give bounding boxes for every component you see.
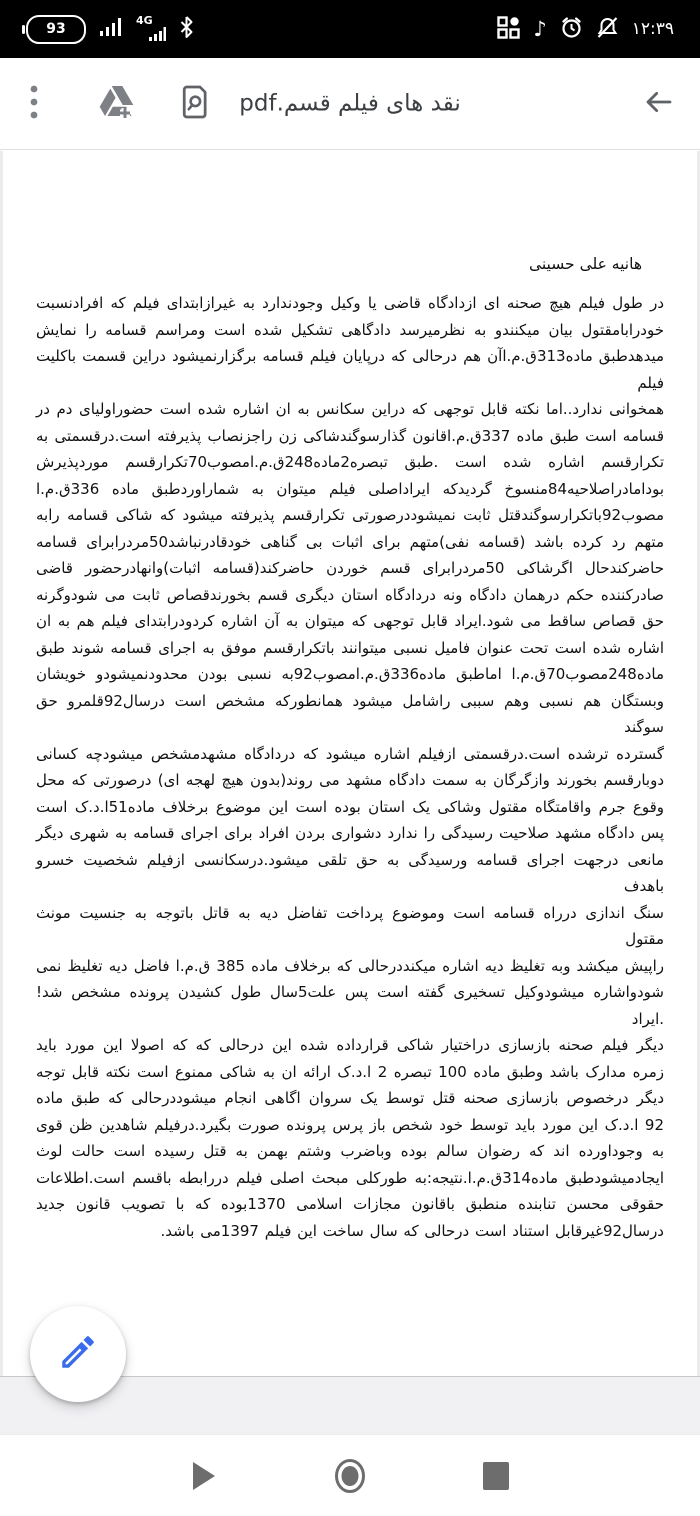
battery-percent: 93 xyxy=(46,21,66,37)
document-text-line: حقوقی محسن تنابنده منطبق باقانون مجازات اسلامی 1370بوده که با تصویب قانون جدید xyxy=(36,1195,664,1213)
document-text-line: دیگر فیلم صحنه بازسازی دراختیار شاکی قرارداده شده این درحالی که که اصولا این مورد باید xyxy=(36,1036,664,1054)
document-text-line: پس دادگاه مشهد صلاحیت رسیدگی را ندارد دشواری بردن افراد برای اجرای قسامه به شهری دیگر xyxy=(36,824,664,842)
document-text-line: راپیش میکشد وبه تغلیظ دیه اشاره میکنددرحالی که برخلاف ماده 385 ق.م.ا فاضل دیه تغلیظ نمی xyxy=(36,956,664,975)
document-text-line: درسال92غیرقابل استناد است درحالی که سال ساخت این فیلم 1397می باشد. xyxy=(160,1221,664,1240)
signal-4g-icon xyxy=(136,15,166,43)
document-text-line: ایجادمیشودطبق ماده314ق.م.ا.نتیجه:به طورکلی مبحث اصلی فیلم دررابطه باقسم است.اطلاعات xyxy=(36,1168,664,1187)
document-text-line: خودرابامقتول بیان میکنندو به نظرمیرسد دادگاهی تشکیل شده است ومراسم قسامه را نمایش xyxy=(36,320,664,339)
status-bar xyxy=(0,0,700,58)
search-in-document-icon[interactable] xyxy=(180,85,212,123)
document-text-line: حق قصاص ساقط می شود.ایراد قابل توجهی که میتوان به آن اشاره کردودرابتدای فیلم هم به ان xyxy=(36,612,664,630)
mute-bell-icon xyxy=(596,16,619,43)
document-text-line: سنگ اندازی درراه قسامه است وموضوع پرداخت تفاضل دیه به قاتل باتوجه به جنسیت مونث مقتول xyxy=(36,903,664,948)
back-arrow-icon[interactable] xyxy=(642,86,674,122)
status-right-group xyxy=(497,16,674,43)
document-title: نقد های فیلم قسم.pdf xyxy=(239,89,461,116)
document-text-line: زمره مدارک باشد وطبق ماده 100 تبصره 2 ا.د.ک ارائه ان به شاکی ممنوع است نکته قابل توجه xyxy=(36,1062,664,1081)
document-text-line: وبستگان هم نسبی وهم سببی راشامل میشود همانطورکه مشخص است درسال92قلمرو حق سوگند xyxy=(36,691,664,736)
alarm-clock-icon xyxy=(560,16,583,43)
floating-window-icon xyxy=(497,16,520,43)
document-text-line: وقوع جرم واقامتگاه مقتول وشاکی یک استان بوده است این موضوع برخلاف ماده51ا.د.ک است xyxy=(36,797,664,816)
signal-bars-icon xyxy=(99,17,123,41)
document-text-line: به وجوداورده اند که رضوان سالم بوده وباضرب وشتم بهمن به قتل رسیده است حالت لوث xyxy=(36,1142,664,1160)
document-text-line: شودواشاره میشودوکیل تسخیری گفته است پس علت5سال طول کشیدن پرونده مشخص شد! .ایراد xyxy=(36,983,665,1028)
document-text-line: 92 ا.د.ک این مورد باید توسط خود شخص باز پرس پرونده صورت بگیرد.درفیلم شاهدین ظن قوی xyxy=(36,1115,664,1134)
document-text-line: بودامادراصلاحیه84منسوخ گردیدکه ایراداصلی فیلم میتوان به شماراوردطبق ماده 336ق.م.ا xyxy=(36,479,664,498)
nav-home-button[interactable] xyxy=(333,1459,367,1493)
document-text-line: قسامه است طبق ماده 337ق.م.اقانون گذارسوگندشاکی زن راجزنصاب پذیرفته است.درقسمتی به xyxy=(36,426,664,445)
document-text-line: گسترده ترشده است.درقسمتی ازفیلم اشاره میشود که دردادگاه مشهدمشخص میشودچه کسانی xyxy=(36,744,664,763)
android-navigation-bar xyxy=(0,1434,700,1516)
document-text-line: مصوب92باتکرارسوگندقتل ثابت نمیشوددرصورتی تکرارقسم پذیرفته میشود که شاکی قسامه رابه xyxy=(36,506,664,524)
pdf-page-content xyxy=(3,151,697,1244)
document-text-line: میدهدطبق ماده313ق.م.اآن هم درحالی که درپایان فیلم قسامه برگزارنمیشود دراین قسمت باکلیت فیلم xyxy=(36,347,665,392)
document-text-line: مانعی درجهت اجرای قسامه ورسیدگی به حق تلقی میشود.درسکانسی ازفیلم شخصیت خسرو باهدف xyxy=(36,850,664,895)
status-time: ۱۲:۳۹ xyxy=(631,19,674,39)
more-options-icon[interactable] xyxy=(30,85,38,123)
document-text-line: دیگر درخصوص بازسازی صحنه قتل توسط یک سروان اگاهی انجام میشوددرحالی که طبق ماده xyxy=(36,1089,664,1107)
battery-icon xyxy=(26,15,86,44)
bluetooth-icon xyxy=(179,16,194,42)
document-text-line: اشاره شده است تحت عنوان فامیل نسبی میتوانند باتکرارقسم موفق به اجرای قسامه شوند طبق xyxy=(36,638,664,657)
edit-fab-button[interactable] xyxy=(30,1306,126,1402)
music-note-icon: ♪ xyxy=(533,16,547,41)
status-left-group xyxy=(26,15,194,44)
document-body-text xyxy=(36,290,664,1244)
add-to-drive-icon[interactable] xyxy=(98,84,136,124)
document-text-line: ماده248مصوب70ق.م.ا اماطبق ماده336ق.م.امصوب92به نسبی بودن محدودنمیشودو خویشان xyxy=(36,665,664,683)
pdf-page[interactable] xyxy=(0,151,700,1376)
document-text-line: حاضرکندحال اگرشاکی 50مردرابرای قسم خوردن حاضرکند(قسامه اثبات)وانهادرحضور قاضی xyxy=(36,559,664,577)
document-text-line: در طول فیلم هیچ صحنه ای ازدادگاه قاضی یا وکیل وجودندارد به غیرازابتدای فیلم که افرادنسبت xyxy=(36,294,664,312)
document-text-line: همخوانی ندارد..اما نکته قابل توجهی که دراین سکانس به ان اشاره شده است حضوراولیای دم در xyxy=(36,400,664,418)
document-text-line: صادرکننده حکم درهمان دادگاه ونه دردادگاه استان دیگری قسم بخورندقصاص ثابت می شودوگرنه xyxy=(36,585,664,604)
document-text-line: متهم رد کرده باشد (قسامه نفی)متهم برای اثبات بی گناهی خودقادرنباشد50مردرابرای قسامه xyxy=(36,532,664,551)
document-text-line: تکرارقسم اشاره شده است .طبق تبصره2ماده248ق.م.امصوب70تکرارقسم موردپذیرش xyxy=(36,453,664,471)
pdf-viewer-toolbar xyxy=(0,58,700,150)
nav-back-button[interactable] xyxy=(187,1459,221,1493)
edit-pencil-icon xyxy=(57,1331,99,1377)
network-type-label: 4G xyxy=(136,14,153,27)
nav-recents-button[interactable] xyxy=(479,1459,513,1493)
document-text-line: دوبارقسم بخورند وازگرگان به سمت دادگاه مشهد می روند(بدون هیچ لهجه ای) درصورتی که محل xyxy=(36,771,664,789)
document-author: هانیه علی حسینی xyxy=(528,255,642,273)
